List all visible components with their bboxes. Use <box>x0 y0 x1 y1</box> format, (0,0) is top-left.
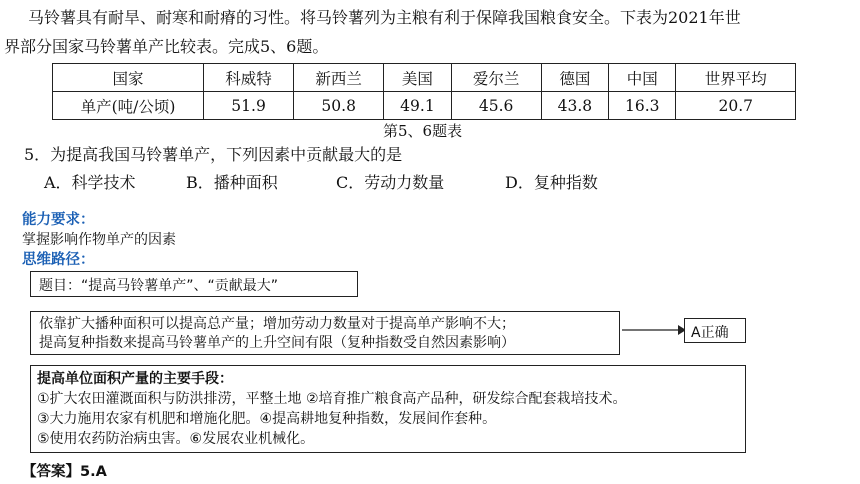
table-header-cell: 新西兰 <box>294 64 384 92</box>
ability-heading: 能力要求： <box>22 212 95 228</box>
elimination-line-2: 提高复种指数来提高马铃薯单产的上升空间有限（复种指数受自然因素影响） <box>39 335 515 351</box>
ability-text: 掌握影响作物单产的因素 <box>22 232 176 248</box>
question-text: 5．为提高我国马铃薯单产，下列因素中贡献最大的是 <box>24 145 403 164</box>
table-cell: 49.1 <box>384 92 451 120</box>
intro-line-1: 马铃薯具有耐旱、耐寒和耐瘠的习性。将马铃薯列为主粮有利于保障我国粮食安全。下表为2021年世 <box>28 8 741 27</box>
elimination-line-1: 依靠扩大播种面积可以提高总产量；增加劳动力数量对于提高单产影响不大； <box>39 316 515 332</box>
arrow-right-icon <box>620 323 686 337</box>
table-cell: 43.8 <box>541 92 608 120</box>
table-header-cell: 美国 <box>384 64 451 92</box>
table-header-cell: 爱尔兰 <box>451 64 541 92</box>
methods-title: 提高单位面积产量的主要手段： <box>37 371 233 387</box>
table-cell: 16.3 <box>609 92 676 120</box>
option-b: B．播种面积 <box>186 173 278 192</box>
question-focus-box <box>30 271 358 297</box>
table-header-cell: 中国 <box>609 64 676 92</box>
option-a: A．科学技术 <box>44 173 136 192</box>
table-header-row <box>53 64 796 92</box>
table-header-cell: 世界平均 <box>676 64 796 92</box>
option-c: C．劳动力数量 <box>336 173 445 192</box>
result-text: A正确 <box>691 325 729 341</box>
table-cell: 单产(吨/公顷) <box>53 92 204 120</box>
table-cell: 20.7 <box>676 92 796 120</box>
table-header-cell: 国家 <box>53 64 204 92</box>
table-cell: 51.9 <box>204 92 294 120</box>
methods-line-1: ①扩大农田灌溉面积与防洪排涝，平整土地 ②培育推广粮食高产品种，研发综合配套栽培技术。 <box>37 391 627 407</box>
result-box <box>684 318 746 343</box>
table-cell: 45.6 <box>451 92 541 120</box>
table-cell: 50.8 <box>294 92 384 120</box>
thinking-heading: 思维路径： <box>22 252 95 268</box>
answer-text: 【答案】5.A <box>22 464 107 480</box>
question-focus-text: 题目：“提高马铃薯单产”、“贡献最大” <box>39 278 279 294</box>
methods-line-3: ⑤使用农药防治病虫害。⑥发展农业机械化。 <box>37 431 315 447</box>
elimination-box <box>30 311 620 355</box>
yield-comparison-table <box>52 63 796 120</box>
intro-line-2: 界部分国家马铃薯单产比较表。完成5、6题。 <box>4 37 329 56</box>
table-header-cell: 科威特 <box>204 64 294 92</box>
table-row <box>53 92 796 120</box>
table-caption: 第5、6题表 <box>383 122 463 140</box>
methods-line-2: ③大力施用农家有机肥和增施化肥。④提高耕地复种指数，发展间作套种。 <box>37 411 497 427</box>
option-d: D．复种指数 <box>505 173 598 192</box>
table-header-cell: 德国 <box>541 64 608 92</box>
methods-box <box>30 365 746 453</box>
